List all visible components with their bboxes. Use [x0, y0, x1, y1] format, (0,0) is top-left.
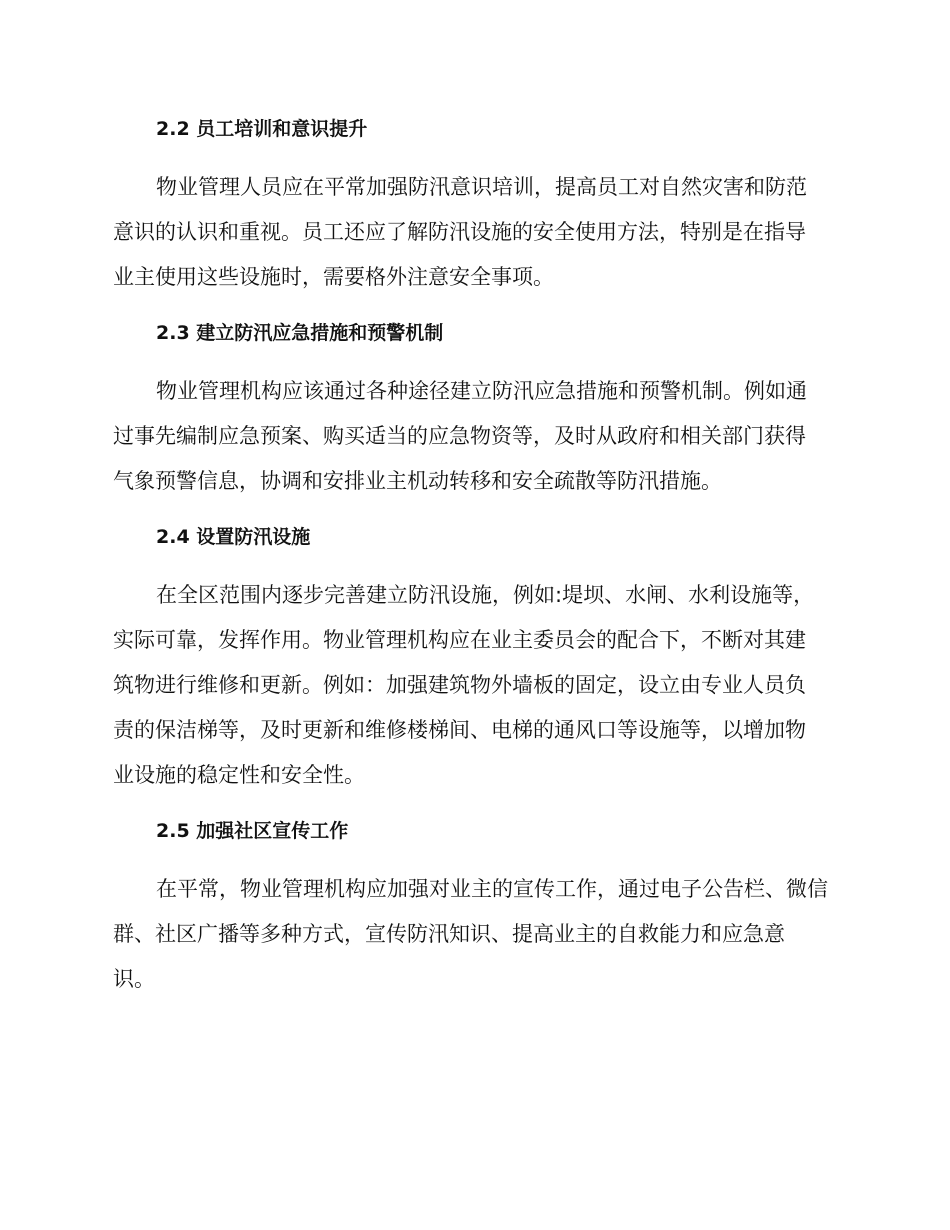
section-heading-2-5: 2.5 加强社区宣传工作: [156, 820, 349, 842]
paragraph-line: 物业管理人员应在平常加强防汛意识培训，提高员工对自然灾害和防范: [156, 175, 807, 199]
paragraph-line: 业主使用这些设施时，需要格外注意安全事项。: [113, 265, 554, 289]
paragraph-line: 气象预警信息，协调和安排业主机动转移和安全疏散等防汛措施。: [113, 469, 722, 493]
paragraph-line: 在全区范围内逐步完善建立防汛设施，例如:堤坝、水闸、水利设施等，: [156, 583, 815, 607]
paragraph-line: 业设施的稳定性和安全性。: [113, 763, 365, 787]
paragraph-line: 在平常，物业管理机构应加强对业主的宣传工作，通过电子公告栏、微信: [156, 877, 828, 901]
section-heading-2-2: 2.2 员工培训和意识提升: [156, 118, 368, 140]
paragraph-line: 实际可靠，发挥作用。物业管理机构应在业主委员会的配合下，不断对其建: [113, 628, 806, 652]
paragraph-line: 责的保洁梯等，及时更新和维修楼梯间、电梯的通风口等设施等，以增加物: [113, 718, 806, 742]
paragraph-line: 物业管理机构应该通过各种途径建立防汛应急措施和预警机制。例如通: [156, 379, 807, 403]
paragraph-line: 意识的认识和重视。员工还应了解防汛设施的安全使用方法，特别是在指导: [113, 220, 806, 244]
paragraph-line: 过事先编制应急预案、购买适当的应急物资等，及时从政府和相关部门获得: [113, 424, 806, 448]
paragraph-line: 群、社区广播等多种方式，宣传防汛知识、提高业主的自救能力和应急意: [113, 922, 785, 946]
section-heading-2-3: 2.3 建立防汛应急措施和预警机制: [156, 322, 444, 344]
paragraph-line: 识。: [113, 967, 155, 991]
paragraph-line: 筑物进行维修和更新。例如：加强建筑物外墙板的固定，设立由专业人员负: [113, 673, 806, 697]
section-heading-2-4: 2.4 设置防汛设施: [156, 526, 311, 548]
